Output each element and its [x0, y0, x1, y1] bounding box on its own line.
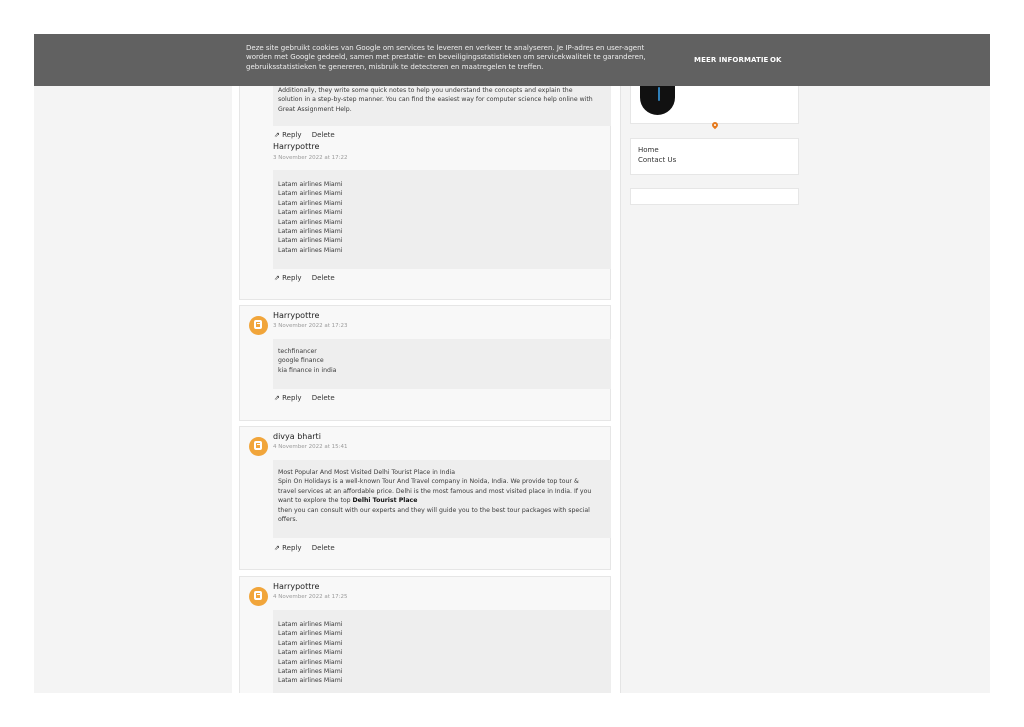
comment-text-line: Latam airlines Miami: [278, 209, 343, 217]
reply-link[interactable]: ⇗ Reply: [274, 131, 302, 139]
comment-text-line: Spin On Holidays is a well-known Tour And Travel company in Noida, India. We provide top tour &: [278, 478, 579, 486]
comment-actions: [274, 131, 343, 139]
nav-link-contact-us[interactable]: Contact Us: [638, 156, 677, 164]
comment-text-line: offers.: [278, 516, 298, 524]
comment-text-line: [278, 496, 606, 505]
reply-link[interactable]: ⇗ Reply: [274, 544, 302, 552]
comment-text-line: Additionally, they write some quick notes to help you understand the concepts and explain the: [278, 87, 573, 94]
comment-text-line: then you can consult with our experts and they will guide you to the best tour packages with special: [278, 506, 590, 514]
comment-date[interactable]: 4 November 2022 at 15:41: [273, 444, 348, 450]
comment-date[interactable]: 4 November 2022 at 17:25: [273, 594, 348, 600]
delete-link[interactable]: Delete: [311, 544, 335, 552]
comment-text-line: Latam airlines Miami: [278, 181, 343, 188]
blogger-avatar-icon[interactable]: [249, 587, 268, 606]
comment-card: [239, 305, 611, 421]
comment-card: [239, 426, 611, 570]
blogger-avatar-icon[interactable]: [249, 437, 268, 456]
comment-text: want to explore the top: [278, 497, 353, 505]
pages-widget: [630, 138, 799, 175]
comment-date[interactable]: 3 November 2022 at 17:22: [273, 155, 348, 161]
comment-date[interactable]: 3 November 2022 at 17:23: [273, 323, 348, 329]
cookie-text-line: gebruiksstatistieken te genereren, misbruik te detecteren en maatregelen te treffen.: [246, 62, 544, 71]
comment-text-line: Latam airlines Miami: [278, 199, 343, 207]
comment-text-line: Latam airlines Miami: [278, 237, 343, 245]
cookie-text-line: Deze site gebruikt cookies van Google om services te leveren en verkeer te analyseren. Je IP-adres en user-agent: [246, 44, 645, 52]
comment-text-line: Latam airlines Miami: [278, 621, 343, 628]
comment-text-line: techfinancer: [278, 348, 317, 355]
comment-author[interactable]: divya bharti: [273, 432, 321, 441]
comment-text-line: Latam airlines Miami: [278, 630, 343, 638]
column-divider: [620, 34, 621, 693]
page-background: [34, 34, 990, 693]
comment-text-line: Latam airlines Miami: [278, 668, 343, 676]
cookie-text-line: worden met Google gedeeld, samen met prestatie- en beveiligingsstatistieken om servicekwaliteit te garanderen,: [246, 53, 646, 62]
comment-text-line: Great Assignment Help.: [278, 105, 352, 113]
comment-text-line: Latam airlines Miami: [278, 649, 343, 657]
comment-text-line: Most Popular And Most Visited Delhi Tourist Place in India: [278, 469, 456, 476]
blogger-avatar-icon[interactable]: [249, 316, 268, 335]
comment-text-line: Latam airlines Miami: [278, 228, 343, 236]
delete-link[interactable]: Delete: [311, 131, 335, 139]
comment-card: [239, 74, 611, 300]
comment-body: [273, 610, 611, 693]
comment-text-line: Latam airlines Miami: [278, 218, 343, 226]
cookie-text: [246, 44, 678, 72]
comment-actions: [274, 274, 343, 282]
comment-text-line: Latam airlines Miami: [278, 246, 343, 254]
comment-text-line: Latam airlines Miami: [278, 658, 343, 666]
comment-text-line: google finance: [278, 357, 324, 365]
comment-author[interactable]: Harrypottre: [273, 142, 320, 151]
comment-actions: [274, 544, 343, 552]
delete-link[interactable]: Delete: [311, 394, 335, 402]
ok-button[interactable]: OK: [770, 56, 782, 64]
comment-text-line: kia finance in india: [278, 366, 337, 374]
comment-text-line: travel services at an affordable price. Delhi is the most famous and most visited place in India. If you: [278, 487, 592, 495]
comment-actions: [274, 394, 343, 402]
comment-body: [273, 460, 611, 538]
comment-body: [273, 339, 611, 389]
profile-card: [630, 84, 799, 124]
comment-text-line: Latam airlines Miami: [278, 639, 343, 647]
cookie-consent-bar: [34, 34, 990, 86]
comment-author[interactable]: Harrypottre: [273, 582, 320, 591]
location-pin-icon: [711, 121, 719, 129]
comment-text-line: Latam airlines Miami: [278, 190, 343, 198]
nav-link-home[interactable]: Home: [638, 146, 659, 154]
comment-card: [239, 576, 611, 693]
comment-text-line: Latam airlines Miami: [278, 677, 343, 685]
delhi-tourist-place-link[interactable]: Delhi Tourist Place: [352, 497, 418, 505]
reply-link[interactable]: ⇗ Reply: [274, 274, 302, 282]
more-info-button[interactable]: MEER INFORMATIE: [694, 56, 769, 64]
delete-link[interactable]: Delete: [311, 274, 335, 282]
reply-link[interactable]: ⇗ Reply: [274, 394, 302, 402]
comment-author[interactable]: Harrypottre: [273, 311, 320, 320]
comment-body: [273, 170, 611, 269]
empty-widget: [630, 188, 799, 205]
comment-text-line: solution in a step-by-step manner. You can find the easiest way for computer science help online with: [278, 96, 593, 104]
